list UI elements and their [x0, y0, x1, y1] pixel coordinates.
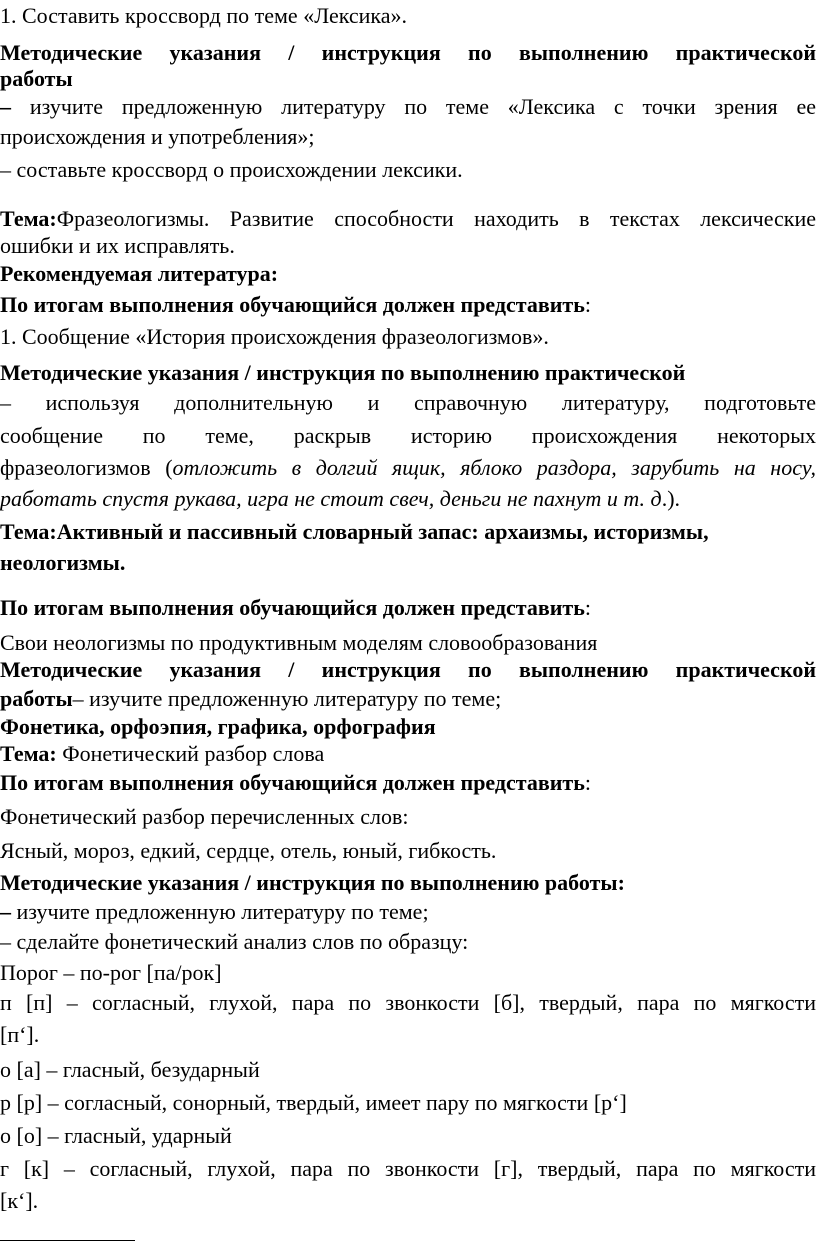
task-item-crossword: 1. Составить кроссворд по теме «Лексика». — [0, 3, 408, 28]
topic-label: Тема: — [0, 741, 57, 766]
instruction-dash: – — [0, 94, 11, 119]
instruction-study-literature-2 — [0, 897, 816, 926]
instruction-study-literature-cont: происхождения и употребления»; — [0, 124, 315, 149]
topic-text: Фразеологизмы. Развитие способности находить в текстах лексические — [56, 206, 816, 231]
result-phonetic-analysis: Фонетический разбор перечисленных слов: — [0, 804, 409, 829]
instruction-text: изучите предложенную литературу по теме; — [11, 899, 429, 924]
section-heading-phonetics: Фонетика, орфоэпия, графика, орфография — [0, 714, 436, 739]
analysis-line-r: р [р] – согласный, сонорный, твердый, имеет пару по мягкости [р‘] — [0, 1090, 627, 1115]
idiom-examples-2: работать спустя рукава, игра не стоит свеч, деньги не пахнут и т. д — [0, 486, 662, 511]
method-heading-1: Методические указания / инструкция по выполнению практической — [0, 40, 816, 65]
result-heading-1 — [0, 290, 816, 319]
analysis-line-g-cont: [к‘]. — [0, 1188, 39, 1213]
instruction-report-3 — [0, 453, 816, 482]
result-label: По итогам выполнения обучающийся должен представить — [0, 292, 585, 317]
analysis-line-p: п [п] – согласный, глухой, пара по звонкости [б], твердый, пара по мягкости — [0, 990, 816, 1015]
method-heading-4: Методические указания / инструкция по выполнению работы: — [0, 870, 625, 895]
instruction-report-4 — [0, 484, 816, 513]
result-colon: : — [584, 595, 591, 620]
recommended-literature: Рекомендуемая литература: — [0, 261, 279, 286]
result-colon: : — [584, 292, 591, 317]
method-heading-1-cont: работы — [0, 66, 73, 91]
topic-label: Тема: — [0, 206, 57, 231]
analysis-line-o2: о [о] – гласный, ударный — [0, 1123, 232, 1148]
instruction-report-1: – используя дополнительную и справочную литературу, подготовьте — [0, 390, 816, 415]
instruction-phonetic-sample: – сделайте фонетический анализ слов по образцу: — [0, 929, 469, 954]
result-neologisms: Свои неологизмы по продуктивным моделям словообразования — [0, 630, 598, 655]
instruction-study-literature — [0, 92, 816, 121]
result-colon: : — [584, 770, 591, 795]
method-heading-2: Методические указания / инструкция по выполнению практической — [0, 360, 686, 385]
topic-vocabulary-cont: неологизмы. — [0, 550, 126, 575]
method-heading-3-cont — [0, 684, 816, 713]
topic-text: Фонетический разбор слова — [56, 741, 325, 766]
instruction-report-3-plain: фразеологизмов ( — [0, 455, 173, 480]
result-label: По итогам выполнения обучающийся должен представить — [0, 770, 585, 795]
topic-phonetic-analysis — [0, 739, 816, 768]
instruction-text: изучите предложенную литературу по теме «Лексика с точки зрения ее — [29, 94, 816, 119]
instruction-report-4-end: .). — [661, 486, 681, 511]
sample-word: Порог – по-рог [па/рок] — [0, 960, 222, 985]
topic-vocabulary: Тема:Активный и пассивный словарный запас: архаизмы, историзмы, — [0, 519, 709, 544]
idiom-examples-1: отложить в долгий ящик, яблоко раздора, зарубить на носу, — [172, 455, 816, 480]
topic-phraseology-cont: ошибки и их исправлять. — [0, 233, 235, 258]
instruction-make-crossword: – составьте кроссворд о происхождении лексики. — [0, 157, 463, 182]
instruction-study-topic: – изучите предложенную литературу по теме; — [72, 686, 502, 711]
result-label: По итогам выполнения обучающийся должен представить — [0, 595, 585, 620]
instruction-dash: – — [0, 899, 11, 924]
result-heading-3 — [0, 768, 816, 797]
analysis-line-g: г [к] – согласный, глухой, пара по звонкости [г], твердый, пара по мягкости — [0, 1156, 816, 1181]
method-heading-3-tail: работы — [0, 686, 73, 711]
analysis-line-o1: о [а] – гласный, безударный — [0, 1057, 260, 1082]
method-heading-3: Методические указания / инструкция по выполнению практической — [0, 657, 816, 682]
footnote-separator — [0, 1240, 135, 1241]
word-list: Ясный, мороз, едкий, сердце, отель, юный, гибкость. — [0, 838, 497, 863]
task-item-report: 1. Сообщение «История происхождения фразеологизмов». — [0, 324, 549, 349]
analysis-line-p-cont: [п‘]. — [0, 1022, 40, 1047]
topic-phraseology — [0, 204, 816, 233]
result-heading-2 — [0, 593, 816, 622]
instruction-report-2: сообщение по теме, раскрыв историю происхождения некоторых — [0, 423, 816, 448]
